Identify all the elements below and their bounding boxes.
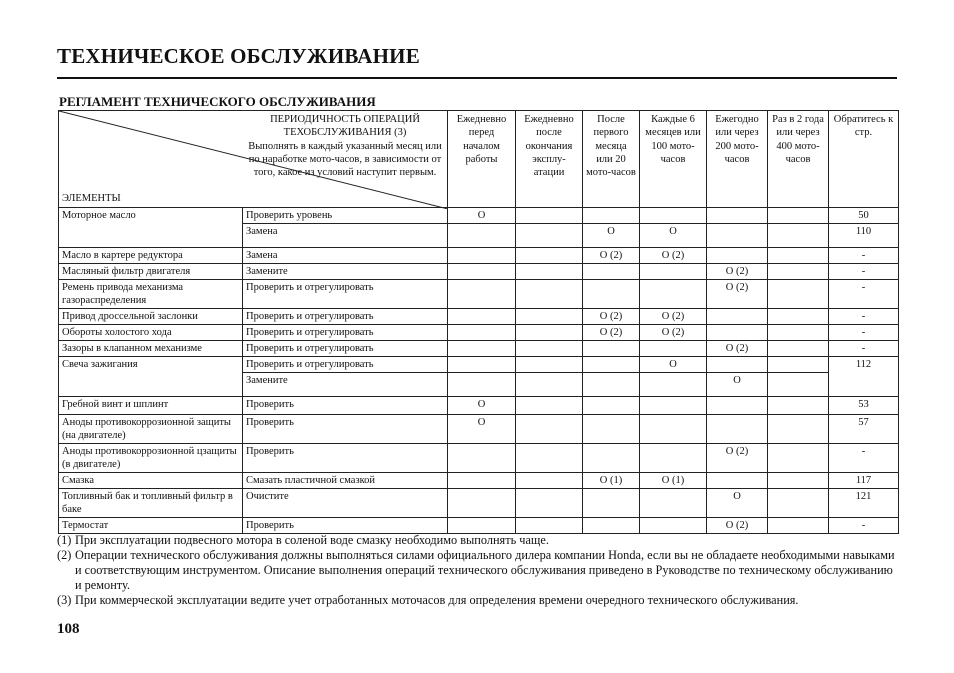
interval-mark-cell <box>640 489 707 518</box>
operation-cell: Проверить и отрегулировать <box>243 280 448 309</box>
table-row <box>59 325 899 341</box>
operation-cell: Проверить уровень <box>243 208 448 224</box>
interval-mark-cell <box>448 473 516 489</box>
interval-mark-cell <box>516 325 583 341</box>
operation-cell: Замените <box>243 373 448 397</box>
interval-mark-cell <box>516 444 583 473</box>
page-title: ТЕХНИЧЕСКОЕ ОБСЛУЖИВАНИЕ <box>57 44 420 68</box>
interval-mark-cell: O <box>640 357 707 373</box>
interval-mark-cell <box>583 397 640 415</box>
interval-mark-cell <box>768 224 829 248</box>
interval-mark-cell <box>448 489 516 518</box>
footnote-number: (1) <box>57 533 72 547</box>
interval-mark-cell: O <box>707 489 768 518</box>
interval-mark-cell: O <box>707 373 768 397</box>
page-ref-cell: 50 <box>829 208 899 224</box>
interval-mark-cell <box>448 280 516 309</box>
table-row <box>59 341 899 357</box>
interval-mark-cell <box>768 397 829 415</box>
element-cell: Зазоры в клапанном механизме <box>59 341 243 357</box>
interval-mark-cell <box>583 280 640 309</box>
interval-mark-cell <box>516 397 583 415</box>
interval-mark-cell <box>583 373 640 397</box>
column-header: Ежегодно или через 200 мото-часов <box>707 111 768 208</box>
element-cell: Аноды противокоррозионной цзащиты (в двигателе) <box>59 444 243 473</box>
interval-mark-cell <box>707 473 768 489</box>
interval-mark-cell <box>583 357 640 373</box>
page-ref-cell: - <box>829 518 899 534</box>
interval-mark-cell <box>516 473 583 489</box>
page-ref-cell: - <box>829 341 899 357</box>
interval-mark-cell <box>516 489 583 518</box>
interval-mark-cell <box>707 357 768 373</box>
section-subtitle: РЕГЛАМЕНТ ТЕХНИЧЕСКОГО ОБСЛУЖИВАНИЯ <box>59 94 376 109</box>
interval-mark-cell: O <box>640 224 707 248</box>
interval-mark-cell: O (2) <box>583 325 640 341</box>
interval-mark-cell <box>768 309 829 325</box>
table-header-row <box>59 111 899 208</box>
operation-cell: Проверить <box>243 415 448 444</box>
interval-mark-cell <box>707 309 768 325</box>
interval-mark-cell: O <box>448 415 516 444</box>
footnote-text: При эксплуатации подвесного мотора в соленой воде смазку необходимо выполнять чаще. <box>75 533 549 547</box>
interval-mark-cell <box>516 224 583 248</box>
page-ref-cell: - <box>829 444 899 473</box>
interval-mark-cell <box>516 280 583 309</box>
interval-mark-cell: O (2) <box>707 264 768 280</box>
table-row <box>59 309 899 325</box>
page-ref-cell: 53 <box>829 397 899 415</box>
footnotes <box>57 533 902 608</box>
title-rule <box>57 77 897 79</box>
table-row <box>59 264 899 280</box>
footnote-number: (3) <box>57 593 72 607</box>
operations-title: ПЕРИОДИЧНОСТЬ ОПЕРАЦИЙ ТЕХОБСЛУЖИВАНИЯ (3) <box>270 114 420 139</box>
element-cell: Свеча зажигания <box>59 357 243 397</box>
interval-mark-cell <box>768 341 829 357</box>
interval-mark-cell: O (2) <box>640 248 707 264</box>
column-header: Ежедневно после окончания эксплу-атации <box>516 111 583 208</box>
footnote-text: При коммерческой эксплуатации ведите учет отработанных моточасов для определения времени очередного технического обслуживания. <box>75 593 799 607</box>
interval-mark-cell <box>640 373 707 397</box>
footnote-number: (2) <box>57 548 72 562</box>
operation-cell: Замена <box>243 224 448 248</box>
page-ref-cell: 57 <box>829 415 899 444</box>
operation-cell: Замените <box>243 264 448 280</box>
element-cell: Обороты холостого хода <box>59 325 243 341</box>
interval-mark-cell <box>448 224 516 248</box>
interval-mark-cell <box>448 373 516 397</box>
footnote <box>57 548 902 593</box>
interval-mark-cell <box>640 415 707 444</box>
operation-cell: Замена <box>243 248 448 264</box>
interval-mark-cell <box>768 325 829 341</box>
interval-mark-cell <box>448 264 516 280</box>
interval-mark-cell <box>516 309 583 325</box>
interval-mark-cell <box>448 444 516 473</box>
interval-mark-cell: O (2) <box>640 325 707 341</box>
interval-mark-cell <box>707 397 768 415</box>
interval-mark-cell: O (2) <box>583 248 640 264</box>
operation-cell: Проверить и отрегулировать <box>243 341 448 357</box>
table-row <box>59 357 899 373</box>
interval-mark-cell <box>640 341 707 357</box>
interval-mark-cell <box>768 518 829 534</box>
interval-mark-cell <box>768 373 829 397</box>
interval-mark-cell: O <box>448 208 516 224</box>
interval-mark-cell <box>583 489 640 518</box>
interval-mark-cell <box>707 224 768 248</box>
interval-mark-cell <box>583 208 640 224</box>
interval-mark-cell <box>448 341 516 357</box>
column-header: Раз в 2 года или через 400 мото-часов <box>768 111 829 208</box>
interval-mark-cell <box>707 415 768 444</box>
page-ref-cell: - <box>829 309 899 325</box>
interval-mark-cell <box>707 208 768 224</box>
interval-mark-cell <box>583 341 640 357</box>
page-ref-cell: - <box>829 264 899 280</box>
header-diagonal-cell <box>59 111 448 208</box>
table-row <box>59 444 899 473</box>
interval-mark-cell <box>768 357 829 373</box>
interval-mark-cell <box>640 397 707 415</box>
page-ref-cell: - <box>829 248 899 264</box>
column-header: Ежедневно перед началом работы <box>448 111 516 208</box>
interval-mark-cell: O (2) <box>707 518 768 534</box>
operations-description: Выполнять в каждый указанный месяц или по наработке мото-часов, в зависимости от того, какое из условий наступит первым. <box>248 140 442 179</box>
interval-mark-cell <box>516 415 583 444</box>
operation-cell: Проверить <box>243 397 448 415</box>
interval-mark-cell <box>516 518 583 534</box>
table-row <box>59 518 899 534</box>
interval-mark-cell <box>448 325 516 341</box>
interval-mark-cell <box>768 208 829 224</box>
element-cell: Масляный фильтр двигателя <box>59 264 243 280</box>
page-number: 108 <box>57 621 80 637</box>
table-row <box>59 473 899 489</box>
interval-mark-cell: O (2) <box>583 309 640 325</box>
page-ref-cell: - <box>829 325 899 341</box>
table-row <box>59 397 899 415</box>
column-header: Каждые 6 месяцев или 100 мото-часов <box>640 111 707 208</box>
interval-mark-cell <box>516 248 583 264</box>
footnote <box>57 593 902 608</box>
element-cell: Топливный бак и топливный фильтр в баке <box>59 489 243 518</box>
operation-cell: Проверить <box>243 444 448 473</box>
element-cell: Термостат <box>59 518 243 534</box>
operations-header <box>245 113 445 179</box>
interval-mark-cell <box>516 341 583 357</box>
operation-cell: Проверить <box>243 518 448 534</box>
interval-mark-cell <box>448 518 516 534</box>
element-cell: Смазка <box>59 473 243 489</box>
interval-mark-cell <box>640 264 707 280</box>
footnote <box>57 533 902 548</box>
interval-mark-cell <box>583 264 640 280</box>
element-cell: Привод дроссельной заслонки <box>59 309 243 325</box>
table-row <box>59 415 899 444</box>
interval-mark-cell: O <box>583 224 640 248</box>
interval-mark-cell <box>640 208 707 224</box>
page-ref-cell: 110 <box>829 224 899 248</box>
interval-mark-cell <box>583 415 640 444</box>
interval-mark-cell <box>768 248 829 264</box>
interval-mark-cell: O (2) <box>707 341 768 357</box>
interval-mark-cell <box>640 518 707 534</box>
interval-mark-cell <box>768 280 829 309</box>
page-ref-cell: - <box>829 280 899 309</box>
element-cell: Ремень привода механизма газораспределения <box>59 280 243 309</box>
operation-cell: Проверить и отрегулировать <box>243 357 448 373</box>
interval-mark-cell <box>448 309 516 325</box>
interval-mark-cell <box>516 208 583 224</box>
element-cell: Моторное масло <box>59 208 243 248</box>
interval-mark-cell <box>516 373 583 397</box>
table-row <box>59 489 899 518</box>
maintenance-schedule-table <box>58 110 899 534</box>
interval-mark-cell <box>768 415 829 444</box>
table-row <box>59 280 899 309</box>
element-cell: Аноды противокоррозионной защиты (на двигателе) <box>59 415 243 444</box>
page-ref-cell: 121 <box>829 489 899 518</box>
interval-mark-cell <box>768 489 829 518</box>
element-cell: Масло в картере редуктора <box>59 248 243 264</box>
interval-mark-cell <box>640 444 707 473</box>
interval-mark-cell: O (2) <box>707 280 768 309</box>
interval-mark-cell: O (2) <box>707 444 768 473</box>
interval-mark-cell <box>768 444 829 473</box>
operation-cell: Смазать пластичной смазкой <box>243 473 448 489</box>
interval-mark-cell <box>583 444 640 473</box>
element-cell: Гребной винт и шплинт <box>59 397 243 415</box>
page-ref-cell: 117 <box>829 473 899 489</box>
interval-mark-cell <box>516 357 583 373</box>
interval-mark-cell <box>707 248 768 264</box>
interval-mark-cell: O (1) <box>640 473 707 489</box>
interval-mark-cell <box>583 518 640 534</box>
operation-cell: Очистите <box>243 489 448 518</box>
interval-mark-cell <box>768 473 829 489</box>
column-header: Обратитесь к стр. <box>829 111 899 208</box>
interval-mark-cell <box>707 325 768 341</box>
interval-mark-cell: O (2) <box>640 309 707 325</box>
interval-mark-cell <box>448 357 516 373</box>
table-row <box>59 248 899 264</box>
interval-mark-cell <box>448 248 516 264</box>
operation-cell: Проверить и отрегулировать <box>243 325 448 341</box>
page-ref-cell: 112 <box>829 357 899 397</box>
elements-label: ЭЛЕМЕНТЫ <box>62 193 121 204</box>
column-header: После первого месяца или 20 мото-часов <box>583 111 640 208</box>
interval-mark-cell <box>640 280 707 309</box>
interval-mark-cell <box>516 264 583 280</box>
table-row <box>59 208 899 224</box>
operation-cell: Проверить и отрегулировать <box>243 309 448 325</box>
interval-mark-cell: O <box>448 397 516 415</box>
footnote-text: Операции технического обслуживания должны выполняться силами официального дилера компании Honda, если вы не обладаете необходимыми навыками и соответствующим инструментом. Описание выполнения операций технического обслуживания приведено в Руководстве по техническому обслуживанию и ремонту. <box>75 548 895 592</box>
interval-mark-cell: O (1) <box>583 473 640 489</box>
interval-mark-cell <box>768 264 829 280</box>
